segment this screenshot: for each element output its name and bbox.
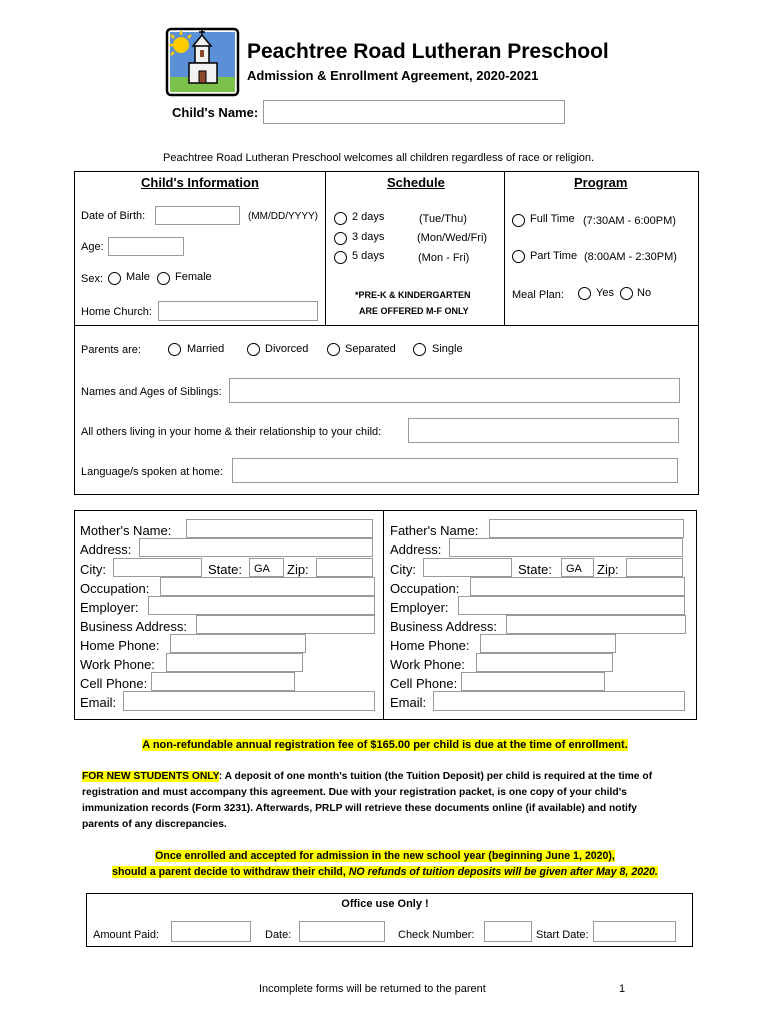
schedule-3days-radio[interactable] [334, 232, 347, 245]
welcome-text: Peachtree Road Lutheran Preschool welcomes all children regardless of race or religion. [163, 152, 595, 164]
mother-city-label: City: [80, 562, 106, 577]
father-cell-phone-input[interactable] [461, 672, 605, 691]
new-students-line4: parents of any discrepancies. [82, 819, 227, 830]
mother-occupation-input[interactable] [160, 577, 375, 596]
siblings-input[interactable] [229, 378, 680, 403]
mother-zip-input[interactable] [316, 558, 373, 577]
schedule-note-2: ARE OFFERED M-F ONLY [359, 306, 469, 316]
separated-label: Separated [345, 343, 396, 355]
amount-paid-input[interactable] [171, 921, 251, 942]
mother-employer-label: Employer: [80, 600, 139, 615]
others-input[interactable] [408, 418, 679, 443]
mother-work-phone-label: Work Phone: [80, 657, 155, 672]
father-occupation-input[interactable] [470, 577, 685, 596]
part-time-label: Part Time [530, 250, 578, 262]
father-business-address-label: Business Address: [390, 619, 497, 634]
mother-address-input[interactable] [139, 538, 373, 557]
father-home-phone-input[interactable] [480, 634, 616, 653]
new-students-line1: : A deposit of one month's tuition (the Tuition Deposit) per child is required at the time of [218, 771, 653, 782]
column-divider-2 [504, 171, 505, 325]
father-employer-input[interactable] [458, 596, 685, 615]
meal-no-radio[interactable] [620, 287, 633, 300]
father-home-phone-label: Home Phone: [390, 638, 470, 653]
child-info-heading: Child's Information [141, 175, 259, 190]
mother-email-input[interactable] [123, 691, 375, 711]
program-heading: Program [574, 175, 628, 190]
single-radio[interactable] [413, 343, 426, 356]
father-name-input[interactable] [489, 519, 684, 538]
dob-label: Date of Birth: [81, 210, 146, 222]
mother-occupation-label: Occupation: [80, 581, 150, 596]
start-date-label: Start Date: [536, 929, 589, 941]
withdraw-line2a: should a parent decide to withdraw their child, [112, 866, 349, 878]
new-students-line2: registration and must accompany this agreement. Due with your registration packet, is one copy of your child's [82, 787, 627, 798]
mother-business-address-label: Business Address: [80, 619, 187, 634]
church-input[interactable] [158, 301, 318, 321]
single-label: Single [432, 343, 463, 355]
office-heading: Office use Only ! [341, 898, 429, 910]
full-time-radio[interactable] [512, 214, 525, 227]
mother-zip-label: Zip: [287, 562, 309, 577]
father-address-input[interactable] [449, 538, 683, 557]
part-time-radio[interactable] [512, 250, 525, 263]
father-zip-label: Zip: [597, 562, 619, 577]
new-students-label: FOR NEW STUDENTS ONLY [82, 771, 219, 782]
full-time-hours: (7:30AM - 6:00PM) [583, 215, 676, 227]
siblings-label: Names and Ages of Siblings: [81, 386, 222, 398]
office-date-label: Date: [265, 929, 292, 941]
schedule-2days-days: (Tue/Thu) [419, 213, 467, 225]
mother-state-label: State: [208, 562, 242, 577]
married-label: Married [187, 343, 225, 355]
schedule-2days-radio[interactable] [334, 212, 347, 225]
father-city-input[interactable] [423, 558, 512, 577]
mother-name-label: Mother's Name: [80, 523, 172, 538]
part-time-hours: (8:00AM - 2:30PM) [584, 251, 677, 263]
info-divider [74, 325, 699, 326]
withdraw-line2b: NO refunds of tuition deposits will be given after May 8, 2020. [348, 866, 658, 878]
father-email-label: Email: [390, 695, 427, 710]
meal-yes-label: Yes [596, 287, 614, 299]
mother-email-label: Email: [80, 695, 117, 710]
schedule-5days-label: 5 days [352, 250, 385, 262]
father-state-label: State: [518, 562, 552, 577]
schedule-3days-days: (Mon/Wed/Fri) [417, 232, 488, 244]
church-label: Home Church: [81, 306, 152, 318]
father-address-label: Address: [390, 542, 442, 557]
father-name-label: Father's Name: [390, 523, 479, 538]
male-label: Male [126, 271, 150, 283]
language-label: Language/s spoken at home: [81, 466, 223, 478]
page-subtitle: Admission & Enrollment Agreement, 2020-2021 [247, 68, 539, 83]
father-occupation-label: Occupation: [390, 581, 460, 596]
schedule-note-1: *PRE-K & KINDERGARTEN [355, 290, 471, 300]
parents-label: Parents are: [81, 344, 141, 356]
check-number-input[interactable] [484, 921, 532, 942]
divorced-radio[interactable] [247, 343, 260, 356]
child-name-label: Child's Name: [172, 105, 259, 120]
meal-plan-label: Meal Plan: [512, 289, 564, 301]
schedule-2days-label: 2 days [352, 211, 385, 223]
father-city-label: City: [390, 562, 416, 577]
fee-notice [0, 739, 770, 751]
schedule-3days-label: 3 days [352, 231, 385, 243]
schedule-heading: Schedule [387, 175, 445, 190]
mother-name-input[interactable] [186, 519, 373, 538]
mother-work-phone-input[interactable] [166, 653, 303, 672]
father-business-address-input[interactable] [506, 615, 686, 634]
father-work-phone-label: Work Phone: [390, 657, 465, 672]
separated-radio[interactable] [327, 343, 340, 356]
fee-notice-text: A non-refundable annual registration fee of $165.00 per child is due at the time of enrollment. [142, 739, 628, 751]
others-label: All others living in your home & their relationship to your child: [81, 426, 382, 438]
language-input[interactable] [232, 458, 678, 483]
father-employer-label: Employer: [390, 600, 449, 615]
parents-divider [383, 510, 384, 720]
mother-business-address-input[interactable] [196, 615, 375, 634]
schedule-5days-days: (Mon - Fri) [418, 252, 470, 264]
male-radio[interactable] [108, 272, 121, 285]
mother-state-input[interactable] [249, 558, 284, 577]
mother-employer-input[interactable] [148, 596, 375, 615]
office-date-input[interactable] [299, 921, 385, 942]
child-name-input[interactable] [263, 100, 565, 124]
father-state-input[interactable] [561, 558, 594, 577]
mother-cell-phone-label: Cell Phone: [80, 676, 148, 691]
new-students-notice [82, 769, 722, 833]
new-students-line3: immunization records (Form 3231). Afterwards, PRLP will retrieve these documents online (if available) and notify [82, 803, 638, 814]
footer-note: Incomplete forms will be returned to the parent [259, 983, 486, 995]
mother-home-phone-label: Home Phone: [80, 638, 160, 653]
amount-paid-label: Amount Paid: [93, 929, 160, 941]
female-radio[interactable] [157, 272, 170, 285]
schedule-5days-radio[interactable] [334, 251, 347, 264]
dob-format: (MM/DD/YYYY) [248, 211, 318, 222]
withdraw-line1: Once enrolled and accepted for admission in the new school year (beginning June 1, 2020), [155, 850, 615, 862]
mother-cell-phone-input[interactable] [151, 672, 295, 691]
father-email-input[interactable] [433, 691, 685, 711]
full-time-label: Full Time [530, 213, 575, 225]
age-input[interactable] [108, 237, 184, 256]
start-date-input[interactable] [593, 921, 676, 942]
meal-yes-radio[interactable] [578, 287, 591, 300]
father-zip-input[interactable] [626, 558, 683, 577]
father-work-phone-input[interactable] [476, 653, 613, 672]
school-logo [165, 27, 240, 97]
sex-label: Sex: [81, 273, 104, 285]
married-radio[interactable] [168, 343, 181, 356]
check-number-label: Check Number: [398, 929, 475, 941]
dob-input[interactable] [155, 206, 240, 225]
page-title: Peachtree Road Lutheran Preschool [247, 40, 609, 63]
mother-home-phone-input[interactable] [170, 634, 306, 653]
mother-city-input[interactable] [113, 558, 202, 577]
page-number: 1 [619, 983, 626, 995]
withdraw-notice [0, 848, 770, 880]
mother-address-label: Address: [80, 542, 132, 557]
father-cell-phone-label: Cell Phone: [390, 676, 458, 691]
age-label: Age: [81, 241, 104, 253]
meal-no-label: No [637, 287, 652, 299]
female-label: Female [175, 271, 212, 283]
column-divider-1 [325, 171, 326, 325]
divorced-label: Divorced [265, 343, 309, 355]
